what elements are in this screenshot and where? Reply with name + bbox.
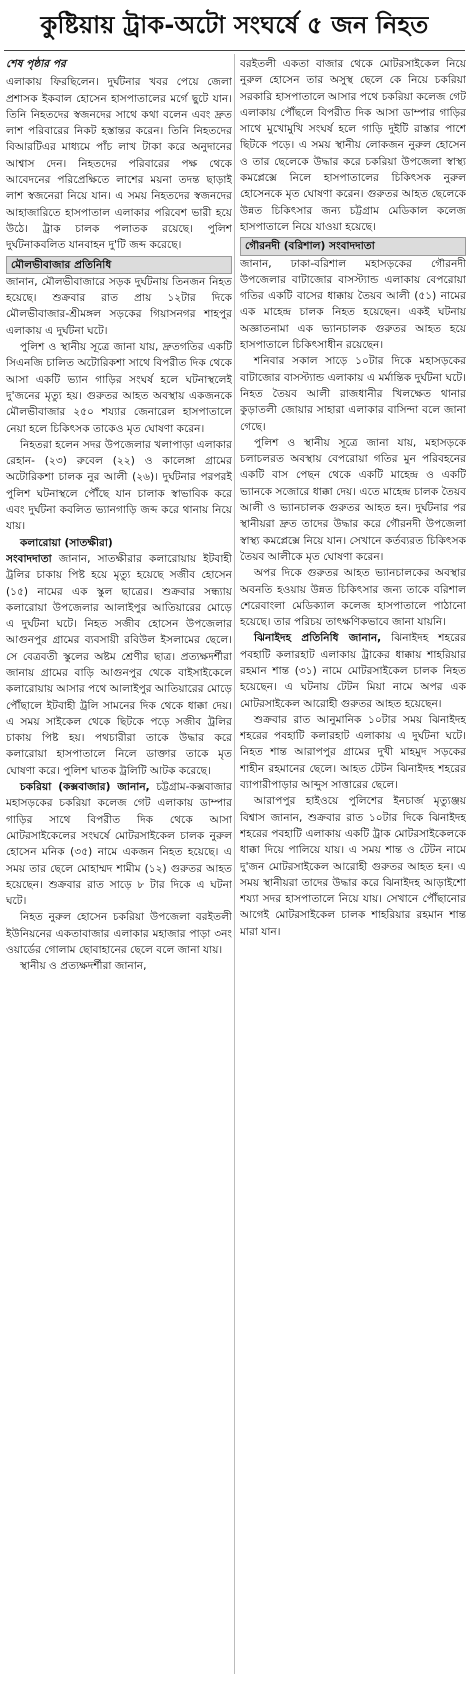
paragraph [6, 256, 232, 274]
paragraph [6, 274, 232, 339]
continued-label: শেষ পৃষ্ঠার পর [6, 58, 66, 70]
paragraph-text: ঢাকা-বরিশাল মহাসড়কের গৌরনদী উপজেলার বাটাজোর বাসস্ট্যান্ড এলাকায় বেপরোয়া গতির একটি বাসের ধাক্কায় তৈয়ব আলী (৫১) নামের এক মাহেন্দ্র চালক নিহত হয়েছেন। একই ঘটনায় অজ্ঞাতনামা এক ভ্যানচালক গুরুতর আহত হয়ে হাসপাতালে চিকিৎসাধীন রয়েছেন। [240, 257, 466, 352]
paragraph: স্থানীয় ও প্রত্যক্ষদর্শীরা জানান, [20, 960, 147, 973]
paragraph [6, 535, 232, 551]
paragraph: আরাপপুর হাইওয়ে পুলিশের ইনচার্জ মৃত্যুঞ্জয় বিশ্বাস জানান, শুক্রবার রাত ১০টার দিকে ঝিনাইদহ শহরের পবহাটি এলাকায় একটি ট্রাক মোটরসাইকেলকে ধাক্কা দিয়ে পালিয়ে যায়। এ সময় শান্ত ও টেটন নামে দু'জন মোটরসাইকেল আরোহী গুরুতর আহত হন। এ সময় স্থানীয়রা তাদের উদ্ধার করে ঝিনাইদহ আড়াইশো শয্যা সদর হাসপাতালে নিয়ে যায়। সেখানে পৌঁছানোর আগেই মোটরসাইকেল চালক শাহরিয়ার রহমান শান্ত মারা যান। [240, 795, 466, 938]
dateline-chakaria: চকরিয়া (কক্সবাজার) [20, 781, 111, 794]
dateline-moulvibazar: মৌলভীবাজার প্রতিনিধি [6, 256, 232, 274]
dateline-rest: জানান, [110, 781, 150, 794]
dateline-kalaroa: কলারোয়া (সাতক্ষীরা) [20, 536, 113, 549]
headline-rule [4, 50, 465, 51]
headline: কুষ্টিয়ায় ট্রাক-অটো সংঘর্ষে ৫ জন নিহত [40, 11, 429, 39]
paragraph: অপর দিকে গুরুতর আহত ভ্যানচালকের অবস্থার অবনতি হওয়ায় উন্নত চিকিৎসার জন্য তাকে বরিশাল শেরেবাংলা মেডিক্যাল কলেজ হাসপাতালে পাঠানো হয়েছে। তার পরিচয় তাৎক্ষণিকভাবে জানা যায়নি। [240, 567, 466, 629]
paragraph [240, 256, 466, 354]
paragraph: নিহত নুরুল হোসেন চকরিয়া উপজেলা বরইতলী ইউনিয়নের একতাবাজার এলাকার মহাজার পাড়া ৩নং ওয়ার্ডের গোলাম ছোবাহানের ছেলে বলে জানা যায়। [6, 911, 232, 957]
paragraph [240, 630, 466, 711]
dateline-rest: জানান, [240, 257, 272, 270]
paragraph [6, 779, 232, 909]
paragraph: এলাকায় ফিরছিলেন। দুর্ঘটনার খবর পেয়ে জেলা প্রশাসক ইকবাল হোসেন হাসপাতালের মর্গে ছুটে যান। তিনি নিহতদের স্বজনদের সাথে কথা বলেন এবং দ্রুত লাশ পরিবারের নিকট হস্তান্তর করেন। তিনি নিহতদের বিআরটিএর মাধ্যমে পাঁচ লাখ টাকা করে অনুদানের আশ্বাস দেন। নিহতদের পরিবারের পক্ষ থেকে আবেদনের পরিপ্রেক্ষিতে লাশের ময়না তদন্ত ছাড়াই লাশ স্বজনেরা নিয়ে যান। এ সময় নিহতদের স্বজনদের আহাজারিতে হাসপাতাল এলাকার পরিবেশ ভারী হয়ে উঠে। ট্রাক চালক পলাতক রয়েছে। পুলিশ দুর্ঘটনাকবলিত যানবাহন দু'টি জব্দ করেছে। [6, 76, 232, 252]
paragraph: শুক্রবার রাত আনুমানিক ১০টার সময় ঝিনাইদহ শহরের পবহাটি কলারহাট এলাকায় এ দুর্ঘটনা ঘটে। নিহত শান্ত আরাপপুর গ্রামের দুখী মাহমুদ সড়কের শাহীন রহমানের ছেলে। আহত টেটন ঝিনাইদহ শহরের ব্যাপারীপাড়ার আব্দুস সাত্তারের ছেলে। [240, 713, 466, 792]
paragraph-text: সাতক্ষীরার কলারোয়ায় ইটবাহী ট্রলির চাকায় পিষ্ট হয়ে মৃত্যু হয়েছে সজীব হোসেন (১৫) নামের এক স্কুল ছাত্রের। শুক্রবার সন্ধ্যায় কলারোয়া উপজেলার আলাইপুর আতিয়ারের মোড়ে এ দুর্ঘটনা ঘটে। নিহত সজীব হোসেন উপজেলার আগুনপুর গ্রামের ব্যবসায়ী রবিউল ইসলামের ছেলে। সে বেত্রবতী স্কুলের অষ্টম শ্রেণীর ছাত্র। প্রত্যক্ষদর্শীরা জানায় গ্রামের বাড়ি আগুনপুর থেকে বাইসাইকেলে কলারোয়ায় আসার পথে আলাইপুর আতিয়ারের মোড়ে পৌঁছালে ইটবাহী ট্রলি সামনের দিক থেকে ধাক্কা দেয়। এ সময় সাইকেল থেকে ছিটকে পড়ে সজীব ট্রলির চাকায় পিষ্ট হয়। পথচারীরা তাকে উদ্ধার করে কলারোয়া হাসপাতালে নিলে ডাক্তার তাকে মৃত ঘোষণা করে। পুলিশ ঘাতক ট্রলিটি আটক করেছে। [6, 552, 232, 777]
dateline-kalaroa-2: সংবাদদাতা [6, 552, 52, 565]
paragraph: বরইতলী একতা বাজার থেকে মোটরসাইকেল নিয়ে নুরুল হোসেন তার অসুস্থ ছেলে কে নিয়ে চকরিয়া সরকারি হাসপাতালে আসার পথে চকরিয়া কলেজ গেট এলাকায় পৌঁছলে বিপরীত দিক আসা ডাম্পার গাড়ির সাথে মুখোমুখি সংঘর্ষ হলে গাড়ি দুইটি রাস্তার পাশে ছিটকে পড়ে। এ সময় স্থানীয় লোকজন নুরুল হোসেন ও তার ছেলেকে উদ্ধার করে চকরিয়া উপজেলা স্বাস্থ্য কমপ্লেক্সে নিলে হাসপাতালের চিকিৎসক নুরুল হোসেনকে মৃত ঘোষণা করেন। গুরুতর আহত ছেলেকে উন্নত চিকিৎসার জন্য চট্টগ্রাম মেডিকাল কলেজ হাসপাতালে নিয়ে যাওয়া হয়েছে। [240, 58, 466, 233]
paragraph: পুলিশ ও স্থানীয় সূত্রে জানা যায়, মহাসড়কে চলাচলরত অবস্থায় বেপরোয়া গতির মুন পরিবহনের একটি বাস পেছন থেকে একটি মাহেন্দ্র ও একটি ভ্যানকে সজোরে ধাক্কা দেয়। এতে মাহেন্দ্র চালক তৈয়ব আলী ও ভ্যানচালক গুরুতর আহত হন। দুর্ঘটনার পর স্থানীয়রা দ্রুত তাদের উদ্ধার করে গৌরনদী উপজেলা স্বাস্থ্য কমপ্লেক্সে নিয়ে যান। সেখানে কর্তব্যরত চিকিৎসক তৈয়ব আলীকে মৃত ঘোষণা করেন। [240, 436, 466, 563]
paragraph: শনিবার সকাল সাড়ে ১০টার দিকে মহাসড়কের বাটাজোর বাসস্ট্যান্ড এলাকায় এ মর্মান্তিক দুর্ঘটনা ঘটে। নিহত তৈয়ব আলী রাজধানীর খিলক্ষেত থানার কুড়াতলী জোয়ার সাহারা এলাকার বাসিন্দা বলে জানা গেছে। [240, 355, 466, 433]
paragraph [6, 551, 232, 779]
paragraph-text: চট্টগ্রাম-কক্সবাজার মহাসড়কের চকরিয়া কলেজ গেট এলাকায় ডাম্পার গাড়ির সাথে বিপরীত দিক থেকে আসা মোটরসাইকেলের সংঘর্ষে মোটরসাইকেল চালক নুরুল হোসেন মনিক (৩৫) নামে একজন নিহত হয়েছে। এ সময় তার ছেলে মোহাম্মদ শামীম (১২) গুরুতর আহত হয়েছেন। শুক্রবার রাত সাড়ে ৮ টার দিকে এ ঘটনা ঘটে। [6, 781, 232, 908]
paragraph: নিহতরা হলেন সদর উপজেলার খলাপাড়া এলাকার রেহান- (২৩) রুবেল (২২) ও কালেঙ্গা গ্রামের অটোরিকশা চালক নুর আলী (২৬)। দুর্ঘটনার পরপরই পুলিশ ঘটনাস্থলে পৌঁছে যান চালাক স্বাভাবিক করে এবং দুর্ঘটনা কবলিত ভ্যানগাড়ি জব্দ করে থানায় নিয়ে যায়। [6, 438, 232, 533]
right-column [240, 56, 466, 1672]
paragraph-text: মৌলভীবাজারে সড়ক দুর্ঘটনায় তিনজন নিহত হয়েছে। শুক্রবার রাত প্রায় ১২টার দিকে মৌলভীবাজার-শ্রীমঙ্গল সড়কের গিয়াসনগর শাহপুর এলাকায় এ দুর্ঘটনা ঘটে। [6, 275, 232, 337]
dateline-rest: জানান, [51, 552, 91, 565]
dateline-gournadi: গৌরনদী (বরিশাল) সংবাদদাতা [240, 237, 466, 255]
clipping-bottom-edge [0, 1672, 469, 1681]
paragraph-text: ঝিনাইদহ শহরের পবহাটি কলারহাট এলাকায় ট্রাকের ধাক্কায় শাহরিয়ার রহমান শান্ত (৩১) নামে মোটরসাইকেল চালক নিহত হয়েছেন। এ ঘটনায় টেটন মিয়া নামে অপর এক মোটরসাইকেল আরোহী গুরুতর আহত হয়েছেন। [240, 632, 466, 710]
paragraph [240, 237, 466, 255]
dateline-rest: জানান, [6, 275, 38, 288]
dateline-jhenaidah: ঝিনাইদহ প্রতিনিধি জানান, [254, 632, 382, 645]
left-column [6, 56, 232, 1672]
column-divider [234, 54, 235, 1674]
paragraph: পুলিশ ও স্থানীয় সূত্রে জানা যায়, দ্রুতগতির একটি সিএনজি চালিত অটোরিকশা সাথে বিপরীত দিক থেকে আসা একটি ভ্যান গাড়ির সংঘর্ষ হলে ঘটনাস্থলেই দু'জনের মৃত্যু হয়। গুরুতর আহত অবস্থায় একজনকে মৌলভীবাজার ২৫০ শয্যার জেনারেল হাসপাতালে নেয়া হলে চিকিৎসক তাকেও মৃত ঘোষণা করেন। [6, 341, 232, 435]
